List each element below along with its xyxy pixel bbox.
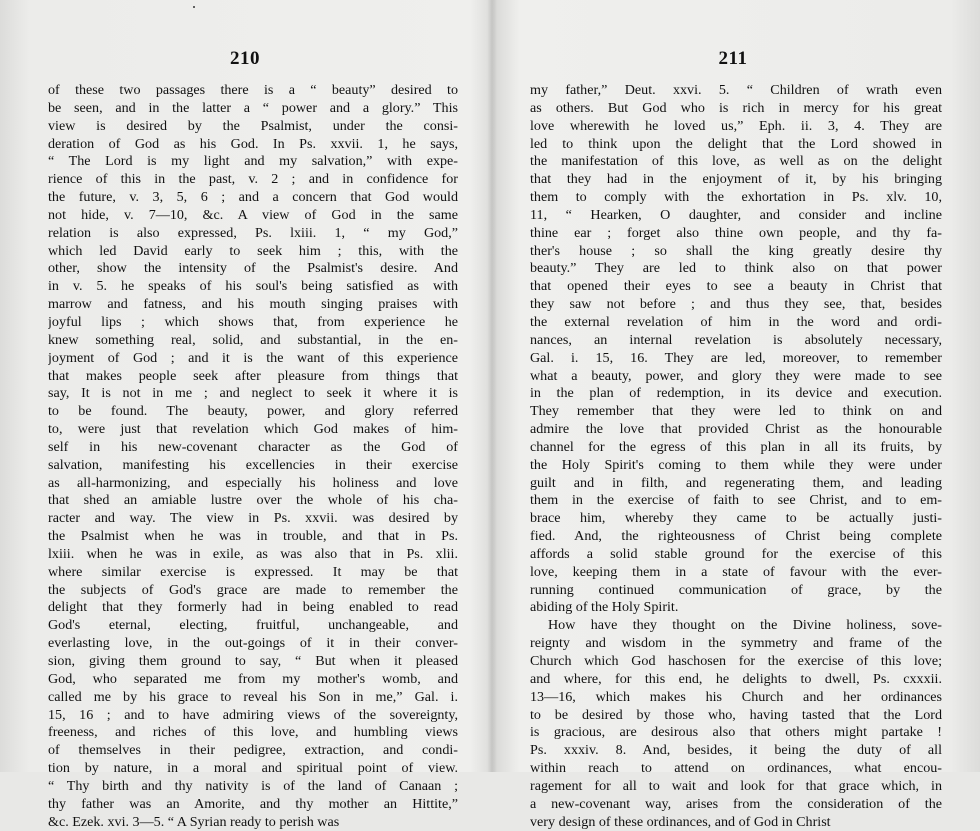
text-line: in the plan of redemption, in its device and execution. <box>530 385 942 402</box>
text-line: that they had in the enjoyment of it, by his bringing <box>530 171 942 188</box>
text-line: beauty.” They are led to think also on that power <box>530 260 942 277</box>
text-line: them in the exercise of faith to see Christ, and to em- <box>530 492 942 509</box>
text-line: is gracious, are desirous also that others might partake ! <box>530 724 942 741</box>
text-line: everlasting love, in the out-goings of it in their conver- <box>48 635 458 652</box>
text-line: that makes people seek after pleasure from things that <box>48 367 458 384</box>
text-line: Church which God haschosen for the exercise of this love; <box>530 653 942 669</box>
text-line: thy father was an Amorite, and thy mother an Hittite,” <box>48 795 458 812</box>
text-line: “ The Lord is my light and my salvation,” with expe- <box>48 153 458 170</box>
text-line: other, show the intensity of the Psalmist's desire. And <box>48 260 458 277</box>
text-line: tion by nature, in a moral and spiritual point of view. <box>48 760 458 777</box>
text-line: as others. But God who is rich in mercy for his great <box>530 99 942 116</box>
text-line: not hide, v. 7—10, &c. A view of God in the same <box>48 206 458 223</box>
text-line: thine ear ; forget also thine own people, and thy fa- <box>530 224 942 241</box>
text-line: joyment of God ; and it is the want of this experience <box>48 349 458 366</box>
right-page-number: 211 <box>718 48 748 69</box>
text-line: joyful lips ; which shows that, from experience he <box>48 313 458 330</box>
text-line: led to think upon the delight that the Lord showed in <box>530 135 942 152</box>
text-line: the subjects of God's grace are made to remember the <box>48 581 458 598</box>
text-line: Ps. xxxiv. 8. And, besides, it being the duty of all <box>530 742 942 759</box>
text-line: and where, for this end, he delights to dwell, Ps. cxxxii. <box>530 670 942 687</box>
text-line: They remember that they were led to think on and <box>530 403 942 420</box>
left-page-text <box>48 82 458 831</box>
text-line: 15, 16 ; and to have admiring views of the sovereignty, <box>48 706 458 723</box>
text-line: channel for the egress of this plan in all its fruits, by <box>530 438 942 455</box>
text-line: a new-covenant way, arises from the consideration of the <box>530 795 942 812</box>
text-line: ther's house ; so shall the king greatly desire thy <box>530 242 942 259</box>
text-line: racter and way. The view in Ps. xxvii. was desired by <box>48 510 458 527</box>
text-line: lxiii. when he was in exile, as was also that in Ps. xlii. <box>48 545 458 562</box>
text-line: sion, giving them ground to say, “ But when it pleased <box>48 653 458 669</box>
text-line: ragement for all to wait and look for that grace which, in <box>530 777 942 794</box>
text-line: the future, v. 3, 5, 6 ; and a concern that God would <box>48 189 458 206</box>
text-line: love wherewith he loved us,” Eph. ii. 3, 4. They are <box>530 117 942 134</box>
text-line: that shed an amiable lustre over the whole of his cha- <box>48 492 458 509</box>
text-line: &c. Ezek. xvi. 3—5. “ A Syrian ready to perish was <box>48 813 340 830</box>
text-line: what a beauty, power, and glory they were made to see <box>530 367 942 384</box>
text-line: freeness, and riches of this love, and humbling views <box>48 724 458 741</box>
text-line: of these two passages there is a “ beauty” desired to <box>48 82 458 98</box>
text-line: to be desired by those who, having tasted that the Lord <box>530 706 942 723</box>
text-line: delight that they formerly had in being enabled to read <box>48 599 458 616</box>
text-line: affords a solid stable ground for the exercise of this <box>530 545 942 562</box>
text-line: admire the love that provided Christ as the honourable <box>530 421 942 438</box>
text-line: fied. And, the righteousness of Christ being complete <box>530 528 942 545</box>
text-line: abiding of the Holy Spirit. <box>530 599 679 616</box>
text-line: 13—16, which makes his Church and her ordinances <box>530 688 942 705</box>
text-line: very design of these ordinances, and of God in Christ <box>530 813 831 830</box>
text-line: “ Thy birth and thy nativity is of the land of Canaan ; <box>48 777 458 794</box>
text-line: God, who separated me from my mother's womb, and <box>48 670 458 687</box>
text-line: the Psalmist when he was in trouble, and that in Ps. <box>48 528 458 545</box>
text-line: to, were just that revelation which God makes of him- <box>48 421 458 438</box>
text-line: they saw not before ; and thus they see, that, besides <box>530 296 942 313</box>
text-line: the manifestation of this love, as well as on the delight <box>530 153 942 170</box>
right-page <box>490 0 980 830</box>
text-line: 11, “ Hearken, O daughter, and consider and incline <box>530 206 942 223</box>
text-line: of themselves in their pedigree, extraction, and condi- <box>48 742 458 759</box>
text-line: running continued communication of grace, by the <box>530 581 942 598</box>
text-line: within reach to attend on ordinances, what encou- <box>530 760 942 777</box>
text-line: salvation, manifesting his excellencies in their exercise <box>48 456 458 473</box>
text-line: relation is also expressed, Ps. lxiii. 1, “ my God,” <box>48 224 458 241</box>
left-page <box>0 0 490 830</box>
text-line: marrow and fatness, and his mouth singing praises with <box>48 296 458 313</box>
text-line: brace him, whereby they came to be actually justi- <box>530 510 942 527</box>
right-page-text <box>530 82 942 831</box>
text-line: rience of this in the past, v. 2 ; and in confidence for <box>48 171 458 188</box>
text-line: reignty and wisdom in the symmetry and frame of the <box>530 635 942 652</box>
text-line: the external revelation of him in the word and ordi- <box>530 313 942 330</box>
text-line: called me by his grace to reveal his Son in me,” Gal. i. <box>48 688 458 705</box>
text-line: How have they thought on the Divine holiness, sove- <box>548 617 942 634</box>
text-line: view is desired by the Psalmist, under the consi- <box>48 117 458 134</box>
text-line: to be found. The beauty, power, and glory referred <box>48 403 458 420</box>
text-line: say, It is not in me ; and neglect to seek it where it is <box>48 385 458 402</box>
text-line: my father,” Deut. xxvi. 5. “ Children of wrath even <box>530 82 942 98</box>
text-line: the Holy Spirit's coming to them while they were under <box>530 456 942 473</box>
text-line: love, keeping them in a state of favour with the ever- <box>530 563 942 580</box>
text-line: deration of God as his God. In Ps. xxvii. 1, he says, <box>48 135 458 152</box>
text-line: be seen, and in the latter a “ power and a glory.” This <box>48 99 458 116</box>
text-line: Gal. i. 15, 16. They are led, moreover, to remember <box>530 349 942 366</box>
text-line: where similar exercise is expressed. It may be that <box>48 563 458 580</box>
text-line: self in his new-covenant character as the God of <box>48 438 458 455</box>
text-line: which led David early to seek him ; this, with the <box>48 242 458 259</box>
text-line: as all-harmonizing, and especially his holiness and love <box>48 474 458 491</box>
text-line: that opened their eyes to see a beauty in Christ that <box>530 278 942 295</box>
text-line: knew something real, solid, and substantial, in the en- <box>48 331 458 348</box>
text-line: them to comply with the exhortation in Ps. xlv. 10, <box>530 189 942 206</box>
text-line: in v. 5. he speaks of his soul's being satisfied as with <box>48 278 458 295</box>
left-page-number: 210 <box>230 48 260 69</box>
text-line: nances, an internal revelation is absolutely necessary, <box>530 331 942 348</box>
text-line: God's eternal, electing, fruitful, unchangeable, and <box>48 617 458 634</box>
text-line: guilt and in filth, and regenerating them, and leading <box>530 474 942 491</box>
